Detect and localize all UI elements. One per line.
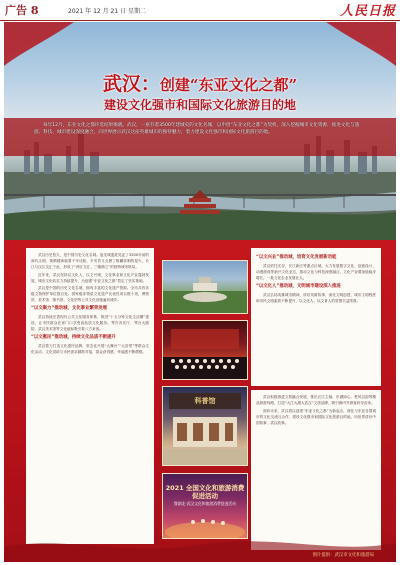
article-paragraph: 武汉持续完善现代公共文化服务体系，推进“十五分钟文化生活圈”建设，让市民群众在家门口享受高品质文化服务。琴台音乐厅、琴台大剧院、武汉美术馆等文化地标吸引着八方来客。: [31, 315, 149, 332]
section-heading: “以文兴业”推动城，培育文化发展新动能: [256, 255, 337, 260]
intro-paragraph: 每年12月，东亚文化之都评选结果揭晓。武汉，一座有着3500年建城史的文化名城，以申创“东亚文化之都”为契机，深入挖掘城市文化资源，推进文化与旅游、科技、城市建设深度融合，向世界展示武汉这座英雄城市的独特魅力，着力建设文化强市和国际文化旅游目的地。: [34, 123, 360, 135]
left-article-column: [26, 248, 154, 544]
exhibition-sign: 科普馆: [194, 396, 216, 405]
photo-park-landscape: [162, 260, 248, 314]
advertisement: [4, 22, 396, 562]
section-heading: “以文惠民”推动城，持续文化品质不断提升: [31, 335, 116, 341]
intro-text: [34, 122, 366, 136]
article-paragraph: 近年来，武汉坚持以文化人、以文兴城，文化事业和文化产业蓬勃发展，城市文化软实力持续提升，为创建“东亚文化之都”奠定了坚实基础。: [31, 272, 149, 283]
headline: [4, 69, 396, 96]
hero-banner: [4, 22, 396, 240]
issue-date: 2021 年 12 月 21 日 星期二: [68, 8, 146, 15]
article-paragraph: 面向未来，武汉将以创建“东亚文化之都”为新起点，深化与东亚各国城市的文化交流与合作，建设文化强市和国际文化旅游目的地，向世界讲好中国故事、武汉故事。: [256, 408, 376, 425]
photo-credit: [4, 552, 396, 558]
event-title: 2021 全国文化和旅游消费促进活动: [165, 484, 245, 500]
right-article-column-bottom: [251, 390, 381, 550]
article-paragraph: 武汉是中国的历史文化名城，拥有丰富的文化遗产资源。全市共有各级文物保护单位数百处，国家级非物质文化遗产代表性项目数十项，博物馆、美术馆、图书馆、文化馆等公共文化设施遍布城乡。: [31, 286, 149, 303]
headline-prefix: 武汉：: [102, 73, 160, 95]
article-paragraph: 武汉着力打造文化惠民品牌，常态化开展“大舞台”“大讲堂”等群众文化活动，文化供给与市民需求精准对接，群众获得感、幸福感不断增强。: [31, 344, 149, 355]
article-paragraph: 武汉积极推进文旅融合发展，推出长江主轴、东湖绿心、楚风汉韵等精品旅游线路，打造“大江大湖大武汉”文旅品牌，吸引海内外游客纷至沓来。: [256, 395, 376, 405]
photo-choir-performance: [162, 320, 248, 380]
article-paragraph: 武汉依托光谷、长江新区等重点区域，大力发展数字文化、创意设计、动漫游戏等新兴文化业态，推动文化与科技深度融合，文化产业增加值稳步增长，一批文化企业发展壮大。: [256, 264, 376, 280]
section-heading: “以文聚力”推动城，文化事业繁荣发展: [31, 306, 108, 312]
event-subtitle: 暨湖北·武汉文化和旅游消费促进活动: [174, 501, 236, 506]
section-label: 广告 8: [5, 4, 39, 17]
subheadline: 建设文化强市和国际文化旅游目的地: [103, 98, 296, 112]
newspaper-logo: 人民日报: [339, 4, 396, 19]
article-paragraph: 武汉历史悠久，是中国历史文化名城。盘龙城遗址见证了3500年前的商代文明，黄鹤楼承载着千年诗韵，辛亥首义点燃了推翻帝制的星火。长江与汉江交汇于此，形成了“两江交汇、三镇鼎立”的独特城市格局。: [31, 253, 149, 269]
right-article-column-top: [251, 248, 381, 386]
article-paragraph: 武汉弘扬英雄城市精神，讲好英雄故事，深化文明创建，城市文明程度和市民文明素质不断提升，以文化人、以文育人的氛围日益浓厚。: [256, 293, 376, 303]
photo-exhibition-hall: [162, 386, 248, 466]
headline-main: 创建“东亚文化之都”: [159, 76, 298, 94]
masthead: [0, 0, 400, 21]
section-heading: “以文化人”推动城，文明城市建设深入推进: [256, 284, 341, 289]
credit-text: 图片提供：武汉市文化和旅游局: [312, 553, 374, 558]
